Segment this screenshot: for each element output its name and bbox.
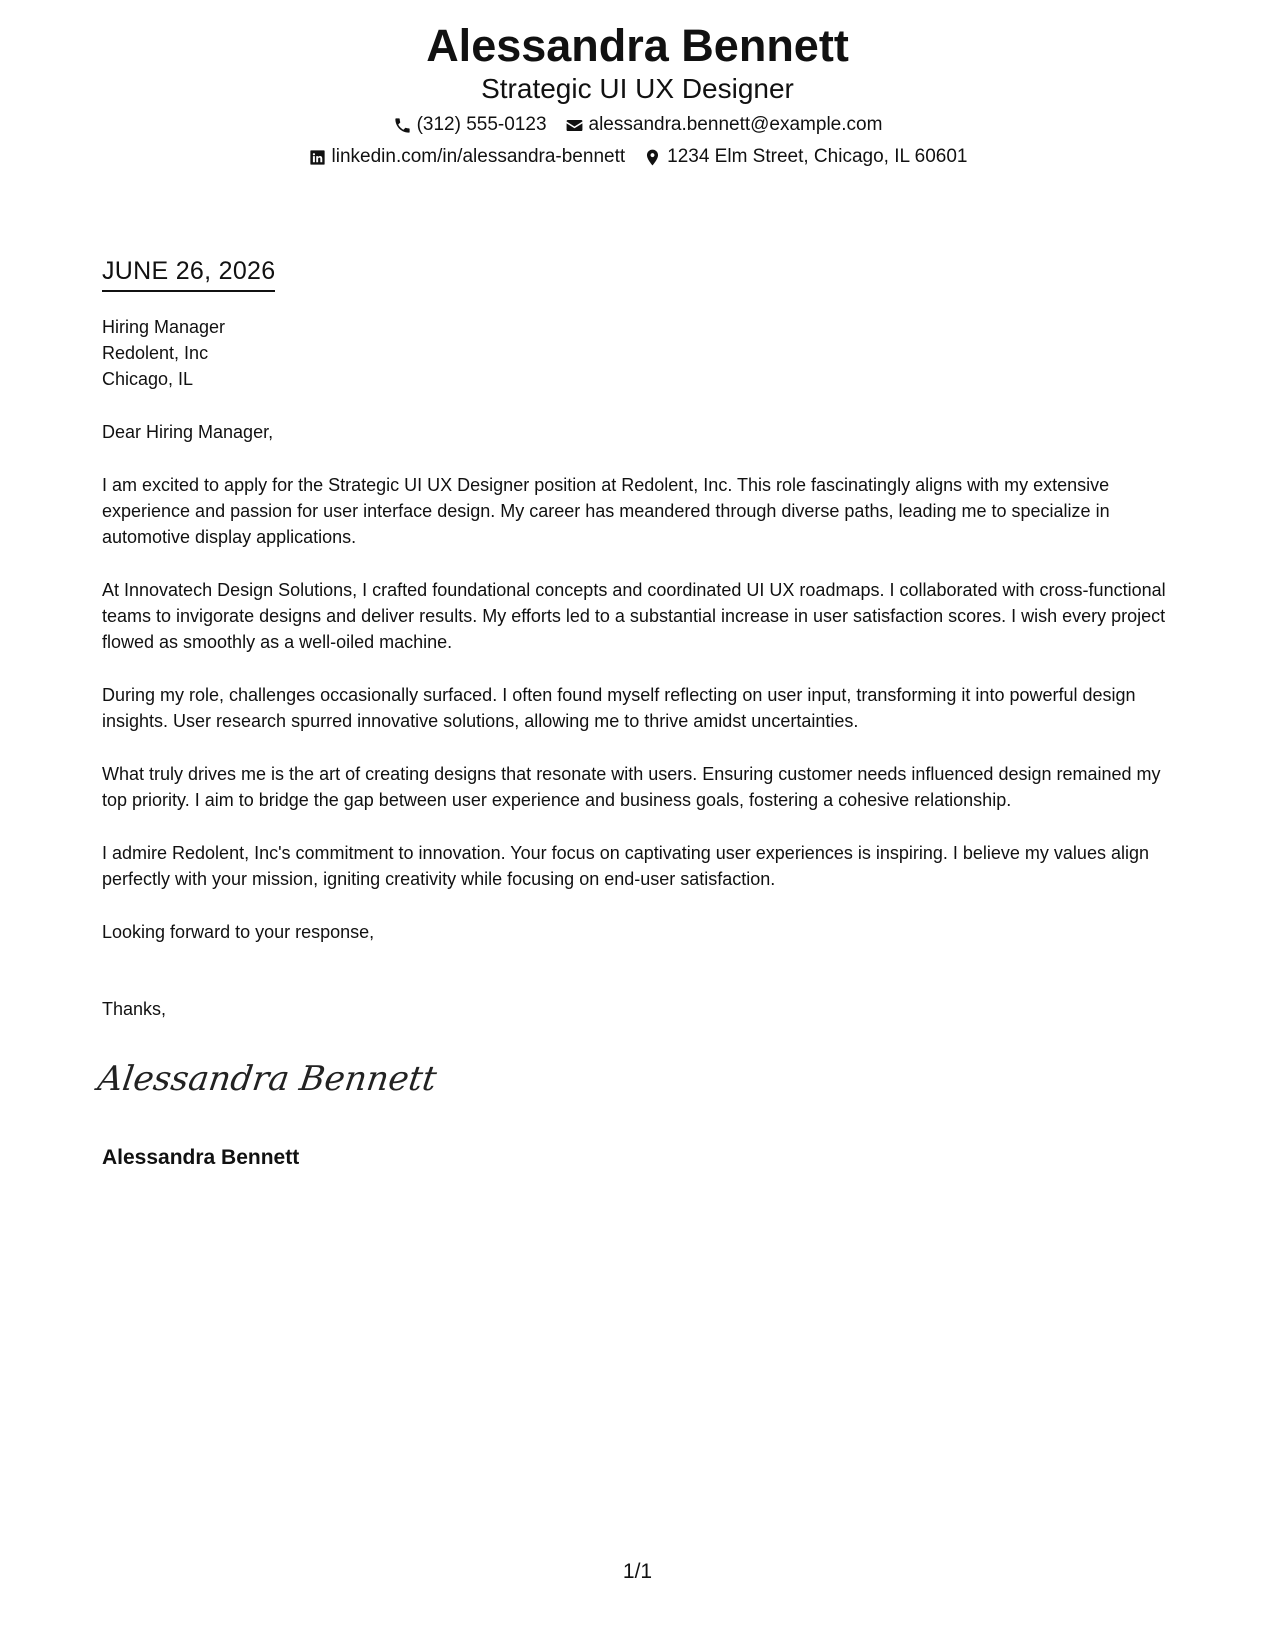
salutation: Dear Hiring Manager, [102, 422, 274, 442]
body-paragraph: I am excited to apply for the Strategic UI UX Designer position at Redolent, Inc. This role fascinatingly aligns with my extensive experience and passion for user interface design. My career has meandered through diverse paths, leading me to specialize in automotive display applications. [102, 475, 1110, 547]
page-number: 1/1 [622, 1560, 653, 1583]
body-paragraph: At Innovatech Design Solutions, I crafted foundational concepts and coordinated UI UX roadmaps. I collaborated with cross-functional teams to invigorate designs and deliver results. My efforts led to a substantial increase in user satisfaction scores. I wish every project flowed as smoothly as a well-oiled machine. [102, 580, 1166, 652]
body-paragraph: What truly drives me is the art of creating designs that resonate with users. Ensuring customer needs influenced design remained my top priority. I aim to bridge the gap between user experience and business goals, fostering a cohesive relationship. [102, 764, 1161, 810]
recipient-line: Chicago, IL [102, 369, 194, 389]
recipient-line: Redolent, Inc [102, 343, 209, 363]
map-pin-icon [643, 148, 662, 167]
letter-body [102, 419, 1182, 972]
contact-phone [393, 112, 547, 138]
contact-email [565, 112, 883, 138]
email-text: alessandra.bennett@example.com [588, 114, 883, 135]
envelope-icon [565, 116, 584, 135]
letter-header [0, 18, 1275, 170]
linkedin-text: linkedin.com/in/alessandra-bennett [331, 146, 626, 167]
applicant-name: Alessandra Bennett [426, 20, 849, 71]
contact-address [643, 144, 967, 170]
body-paragraph: I admire Redolent, Inc's commitment to innovation. Your focus on captivating user experiences is inspiring. I believe my values align perfectly with your mission, igniting creativity while focusing on end-user satisfaction. [102, 843, 1149, 889]
signoff: Thanks, [102, 999, 167, 1019]
handwritten-signature [95, 1052, 439, 1102]
contact-linkedin [308, 144, 626, 170]
address-text: 1234 Elm Street, Chicago, IL 60601 [667, 146, 968, 167]
signed-name: Alessandra Bennett [102, 1146, 300, 1169]
signature-glyphs: Alessandra Bennett [95, 1059, 439, 1099]
closing-line: Looking forward to your response, [102, 922, 375, 942]
contact-row-secondary [0, 144, 1275, 170]
phone-text: (312) 555-0123 [416, 114, 547, 135]
letter-date: JUNE 26, 2026 [102, 255, 275, 292]
contact-row-primary [0, 112, 1275, 138]
recipient-block [102, 314, 1182, 392]
phone-icon [393, 116, 412, 135]
applicant-title: Strategic UI UX Designer [481, 73, 794, 104]
recipient-line: Hiring Manager [102, 317, 226, 337]
linkedin-icon [308, 148, 327, 167]
body-paragraph: During my role, challenges occasionally surfaced. I often found myself reflecting on user input, transforming it into powerful design insights. User research spurred innovative solutions, allowing me to thrive amidst uncertainties. [102, 685, 1136, 731]
